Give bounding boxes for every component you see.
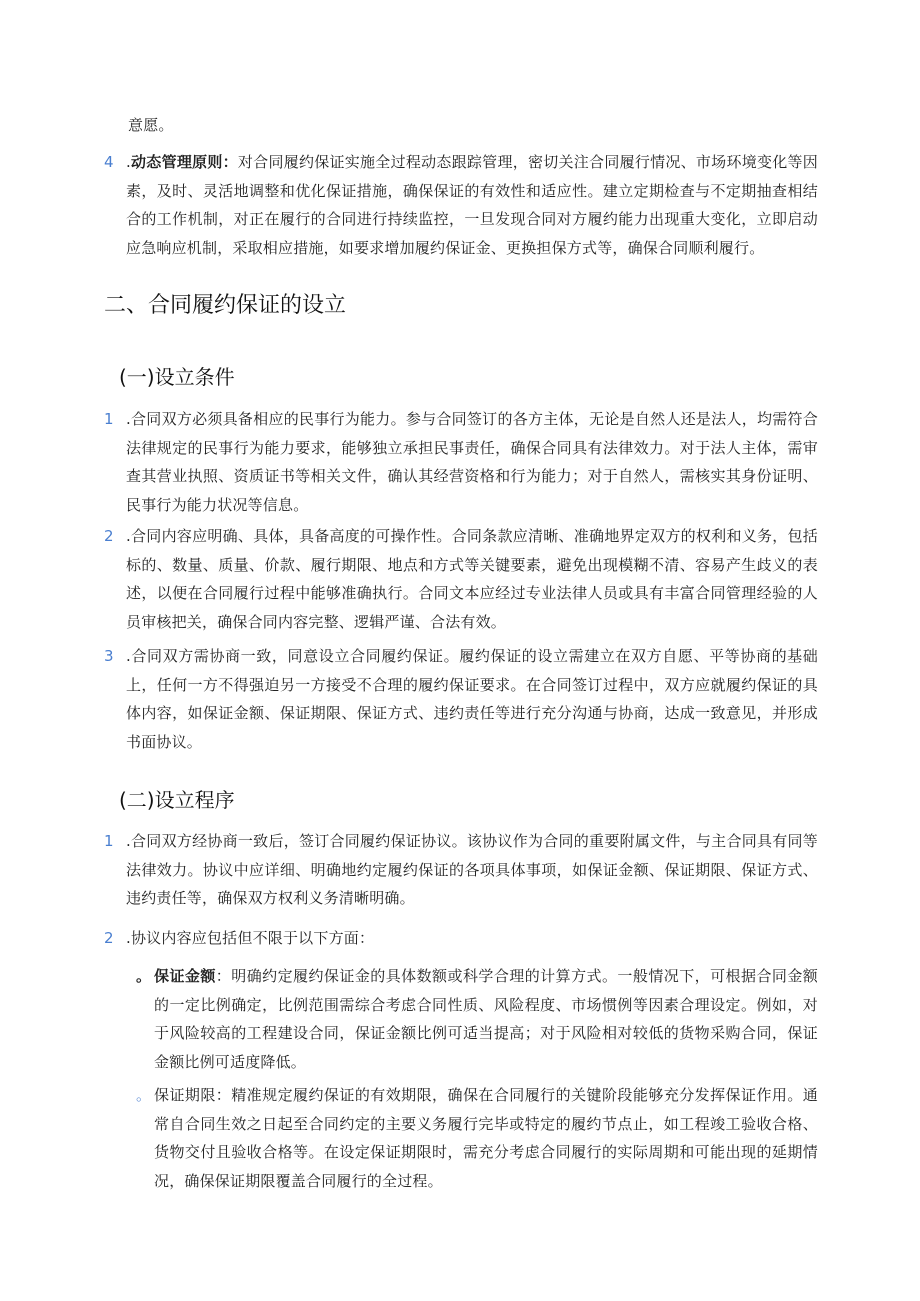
item-body: 合同双方经协商一致后，签订合同履约保证协议。该协议作为合同的重要附属文件，与主合同具有同等法律效力。协议中应详细、明确地约定履约保证的各项具体事项，如保证金额、保证期限、保证方式、违约责任等，确保双方权利义务清晰明确。 [126,832,818,907]
bullet-text [154,1081,818,1195]
item-text [126,924,818,953]
item-text [126,405,818,519]
bullet-guarantee-period [136,1081,818,1195]
item-body: 协议内容应包括但不限于以下方面： [130,929,375,947]
bullet-text [154,962,818,1076]
bullet-mark: 。 [136,967,152,985]
item-text [126,522,818,636]
subsection-heading-procedure: (二)设立程序 [119,788,235,812]
item-number: 2 [104,527,114,545]
condition-item-1 [104,405,818,519]
item-text [126,148,818,262]
procedure-item-2 [104,924,818,953]
item-number: 1 [104,410,114,428]
bullet-body: 保证期限：精准规定履约保证的有效期限，确保在合同履行的关键阶段能够充分发挥保证作用。通常自合同生效之日起至合同约定的主要义务履行完毕或特定的履约节点止，如工程竣工验收合格、货物交付且验收合格等。在设定保证期限时，需充分考虑合同履行的实际周期和可能出现的延期情况，确保保证期限覆盖合同履行的全过程。 [154,1086,818,1190]
item-body: 合同内容应明确、具体，具备高度的可操作性。合同条款应清晰、准确地界定双方的权利和义务，包括标的、数量、质量、价款、履行期限、地点和方式等关键要素，避免出现模糊不清、容易产生歧义的表述，以便在合同履行过程中能够准确执行。合同文本应经过专业法律人员或具有丰富合同管理经验的人员审核把关，确保合同内容完整、逻辑严谨、合法有效。 [126,527,818,631]
item-text [126,642,818,756]
item-number: 4 [104,153,114,171]
item-prefix: . [126,647,131,665]
bullet-mark: 。 [136,1086,152,1104]
procedure-item-1 [104,827,818,913]
item-prefix: . [126,153,131,171]
item-number: 2 [104,929,114,947]
condition-item-3 [104,642,818,756]
item-body: 合同双方必须具备相应的民事行为能力。参与合同签订的各方主体，无论是自然人还是法人，均需符合法律规定的民事行为能力要求，能够独立承担民事责任，确保合同具有法律效力。对于法人主体，需审查其营业执照、资质证书等相关文件，确认其经营资格和行为能力；对于自然人，需核实其身份证明、民事行为能力状况等信息。 [126,410,818,514]
item-prefix: . [126,527,131,545]
item-term: 动态管理原则： [130,153,238,171]
bullet-guarantee-amount [136,962,818,1076]
section-heading: 二、合同履约保证的设立 [104,293,347,318]
principle-item-4 [104,148,818,262]
bullet-term: 保证金额 [154,967,216,985]
item-prefix: . [126,832,131,850]
item-number: 1 [104,832,114,850]
item-body: 合同双方需协商一致，同意设立合同履约保证。履约保证的设立需建立在双方自愿、平等协商的基础上，任何一方不得强迫另一方接受不合理的履约保证要求。在合同签订过程中，双方应就履约保证的具体内容，如保证金额、保证期限、保证方式、违约责任等进行充分沟通与协商，达成一致意见，并形成书面协议。 [126,647,818,751]
item-prefix: . [126,410,131,428]
item-text [126,827,818,913]
item-body: 对合同履约保证实施全过程动态跟踪管理，密切关注合同履行情况、市场环境变化等因素，及时、灵活地调整和优化保证措施，确保保证的有效性和适应性。建立定期检查与不定期抽查相结合的工作机制，对正在履行的合同进行持续监控，一旦发现合同对方履约能力出现重大变化，立即启动应急响应机制，采取相应措施，如要求增加履约保证金、更换担保方式等，确保合同顺利履行。 [126,153,818,257]
condition-item-2 [104,522,818,636]
item-number: 3 [104,647,114,665]
intro-tail-text: 意愿。 [128,116,174,134]
bullet-body: ：明确约定履约保证金的具体数额或科学合理的计算方式。一般情况下，可根据合同金额的一定比例确定，比例范围需综合考虑合同性质、风险程度、市场惯例等因素合理设定。例如，对于风险较高的工程建设合同，保证金额比例可适当提高；对于风险相对较低的货物采购合同，保证金额比例可适度降低。 [154,967,818,1071]
item-prefix: . [126,929,131,947]
subsection-heading-conditions: (一)设立条件 [119,365,235,389]
